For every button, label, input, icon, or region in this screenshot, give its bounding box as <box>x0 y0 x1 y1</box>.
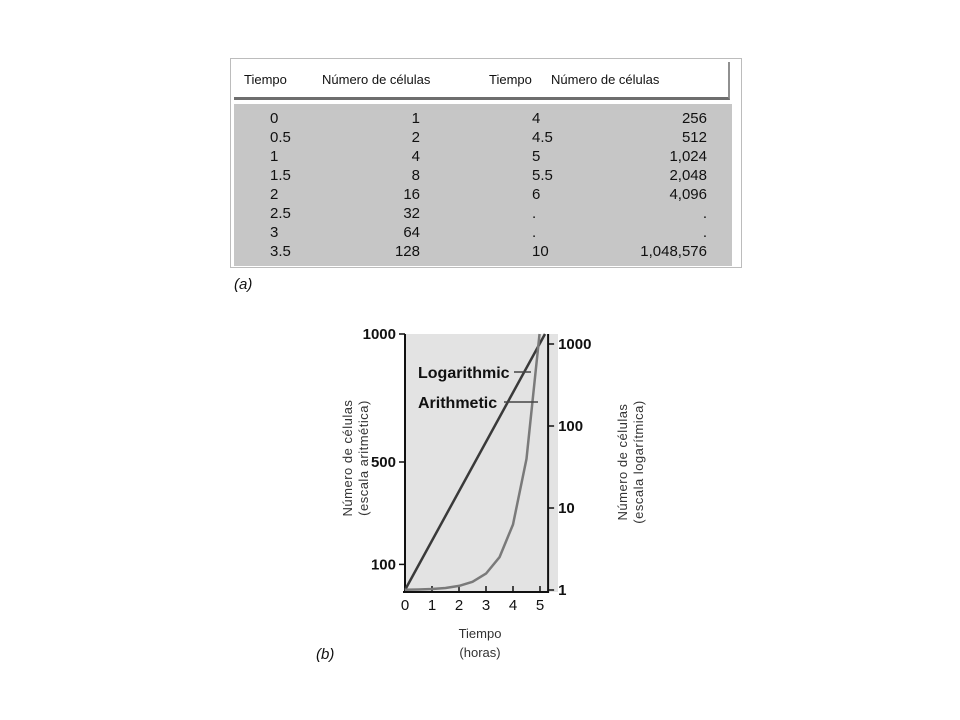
left-axis-title-line2: (escala aritmética) <box>356 400 371 516</box>
right-axis-title-line1: Número de células <box>615 403 630 521</box>
left-axis-title <box>340 368 372 548</box>
right-time-cell: 6 <box>532 186 541 203</box>
left-cells-cell: 4 <box>411 148 420 165</box>
panel-label-b: (b) <box>316 646 335 663</box>
x-axis-title-line1: Tiempo <box>458 626 502 641</box>
right-cells-cell: . <box>702 224 707 241</box>
left-time-cell: 3.5 <box>270 243 291 260</box>
left-cells-cell: 32 <box>403 205 420 222</box>
x-tick-label: 4 <box>508 597 518 614</box>
right-time-cell: 5.5 <box>532 167 553 184</box>
right-cells-cell: 1,048,576 <box>640 243 707 260</box>
left-cells-cell: 16 <box>403 186 420 203</box>
left-cells-cell: 64 <box>403 224 420 241</box>
right-time-cell: . <box>532 205 537 222</box>
right-tick-label: 100 <box>558 418 584 435</box>
x-axis-title-line2: (horas) <box>459 645 501 660</box>
left-tick-label: 1000 <box>362 326 396 343</box>
right-axis-title-line2: (escala logarítmica) <box>631 400 646 524</box>
right-cells-cell: 4,096 <box>669 186 707 203</box>
x-tick-label: 5 <box>535 597 545 614</box>
x-tick-label: 2 <box>454 597 464 614</box>
legend-label-logarithmic: Logarithmic <box>418 365 510 382</box>
left-tick-label: 500 <box>370 454 396 471</box>
right-time-cell: . <box>532 224 537 241</box>
left-time-cell: 1.5 <box>270 167 291 184</box>
right-cells-cell: 2,048 <box>669 167 707 184</box>
right-time-cell: 5 <box>532 148 541 165</box>
right-time-cell: 10 <box>532 243 549 260</box>
right-cells-cell: 256 <box>681 110 707 127</box>
left-time-cell: 3 <box>270 224 279 241</box>
panel-label-a: (a) <box>234 276 253 293</box>
left-time-cell: 2.5 <box>270 205 291 222</box>
right-cells-cell: . <box>702 205 707 222</box>
right-time-cell: 4 <box>532 110 541 127</box>
left-time-cell: 0 <box>270 110 279 127</box>
right-axis-title <box>615 372 647 552</box>
legend-label-arithmetic: Arithmetic <box>418 395 498 412</box>
right-tick-label: 10 <box>558 500 575 517</box>
header-time-2: Tiempo <box>489 72 532 87</box>
left-time-cell: 1 <box>270 148 279 165</box>
left-cells-cell: 1 <box>411 110 420 127</box>
x-tick-label: 1 <box>427 597 437 614</box>
x-tick-label: 0 <box>400 597 410 614</box>
x-axis-title <box>440 624 520 662</box>
x-tick-label: 3 <box>481 597 491 614</box>
right-cells-cell: 512 <box>681 129 707 146</box>
right-cells-cell: 1,024 <box>669 148 707 165</box>
chart-legend <box>418 365 538 412</box>
header-cells-2: Número de células <box>551 72 660 87</box>
right-tick-label: 1000 <box>558 336 592 353</box>
left-time-cell: 2 <box>270 186 279 203</box>
left-cells-cell: 128 <box>394 243 420 260</box>
header-cells-1: Número de células <box>322 72 431 87</box>
right-time-cell: 4.5 <box>532 129 553 146</box>
right-tick-label: 1 <box>558 582 567 599</box>
left-time-cell: 0.5 <box>270 129 291 146</box>
left-tick-label: 100 <box>370 556 396 574</box>
left-cells-cell: 2 <box>411 129 420 146</box>
header-time-1: Tiempo <box>244 72 287 87</box>
left-cells-cell: 8 <box>411 167 420 184</box>
left-axis-title-line1: Número de células <box>340 399 355 517</box>
